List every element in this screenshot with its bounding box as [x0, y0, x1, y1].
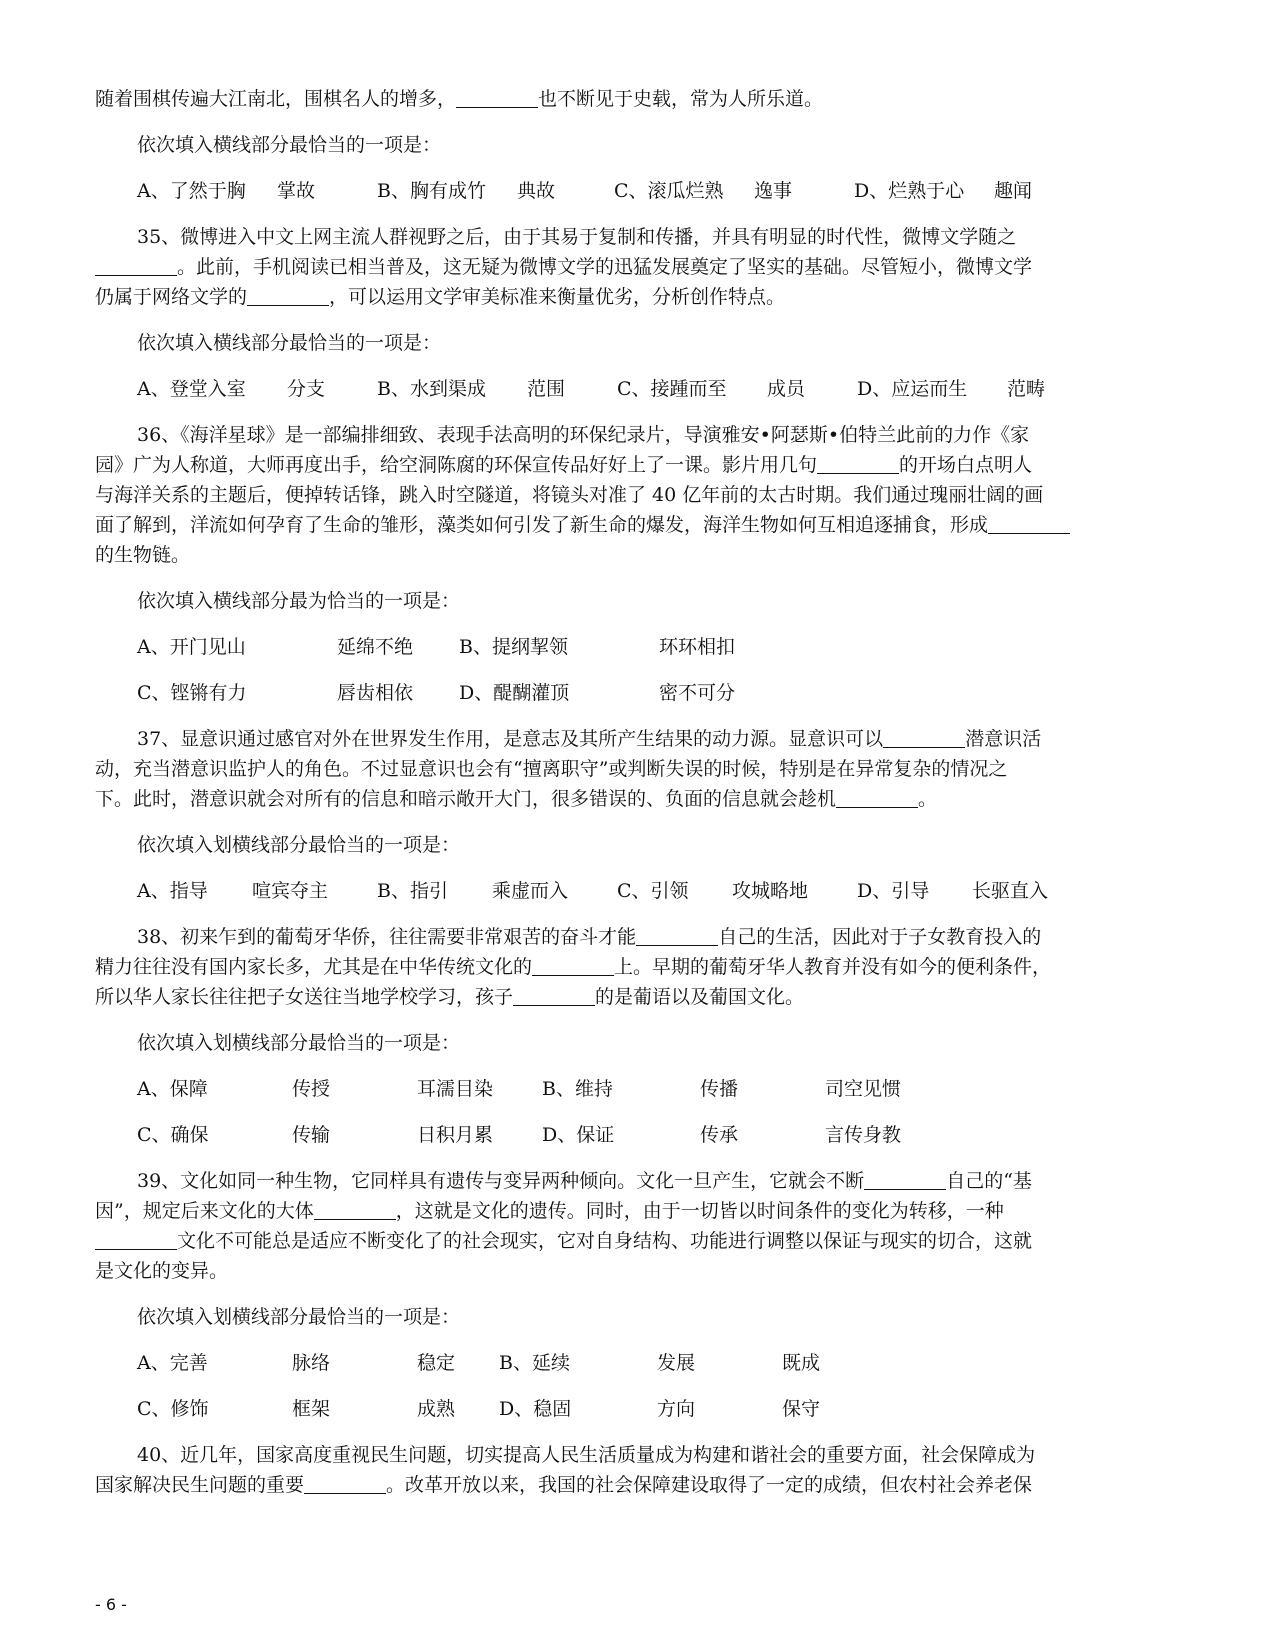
answer-blank — [636, 925, 718, 946]
option-b-3: 司空见惯 — [825, 1078, 902, 1100]
option-c-2: 攻城略地 — [732, 880, 809, 902]
answer-blank — [864, 1169, 946, 1190]
page-number: - 6 - — [95, 1595, 127, 1614]
option-d-3: 保守 — [782, 1398, 821, 1420]
answer-blank — [456, 87, 538, 108]
option-d-2: 趣闻 — [994, 180, 1033, 202]
option-a: A、保障 — [137, 1078, 208, 1100]
option-c: C、滚瓜烂熟 — [614, 180, 724, 202]
option-c: C、修饰 — [137, 1398, 209, 1420]
option-a-2: 脉络 — [292, 1352, 331, 1374]
option-d: D、稳固 — [499, 1398, 572, 1420]
option-d-2: 密不可分 — [659, 682, 736, 704]
question-38-options-row-2 — [95, 1120, 1175, 1150]
option-c: C、铿锵有力 — [137, 682, 247, 704]
option-a-2: 喧宾夺主 — [252, 880, 329, 902]
option-a-2: 传授 — [292, 1078, 331, 1100]
option-d-2: 方向 — [657, 1398, 696, 1420]
exam-page — [95, 84, 1175, 1500]
option-c-2: 唇齿相依 — [337, 682, 414, 704]
question-36-options-row-2 — [95, 678, 1175, 708]
option-b-2: 环环相扣 — [659, 636, 736, 658]
option-c-2: 传输 — [292, 1124, 331, 1146]
question-34-prompt: 依次填入横线部分最恰当的一项是： — [137, 134, 442, 156]
option-a: A、指导 — [137, 880, 208, 902]
option-d: D、醍醐灌顶 — [459, 682, 570, 704]
option-d-2: 传承 — [700, 1124, 739, 1146]
option-c-2: 逸事 — [754, 180, 793, 202]
question-35-prompt: 依次填入横线部分最恰当的一项是： — [137, 332, 442, 354]
question-36-stem: 36、《海洋星球》是一部编排细致、表现手法高明的环保纪录片，导演雅安•阿瑟斯•伯特兰此前的力作《家 园》广为人称道，大师再度出手，给空洞陈腐的环保宣传品好好上了一课。影片用几句 的开场白点明人 与海洋关系的主题后，便掉转话锋，跳入时空隧道，将镜头对准了 40 亿年前的太古时期。我们通过瑰丽壮阔的画 面了解到，洋流如何孕育了生命的雏形，藻类如何引发了新生命的爆发，海洋生物如何互相追逐捕食，形成 的生物链。 — [95, 420, 1175, 570]
option-d-3: 言传身教 — [825, 1124, 902, 1146]
option-a-2: 分支 — [287, 378, 326, 400]
option-c: C、接踵而至 — [617, 378, 727, 400]
option-d-2: 范畴 — [1007, 378, 1046, 400]
answer-blank — [532, 955, 614, 976]
option-d: D、引导 — [857, 880, 930, 902]
option-b: B、延续 — [499, 1352, 570, 1374]
question-34-stem: 随着围棋传遍大江南北，围棋名人的增多， 也不断见于史载，常为人所乐道。 — [95, 88, 824, 110]
question-38-prompt: 依次填入划横线部分最恰当的一项是： — [137, 1032, 461, 1054]
question-34-options — [95, 176, 1175, 206]
question-39-prompt: 依次填入划横线部分最恰当的一项是： — [137, 1306, 461, 1328]
option-a-3: 耳濡目染 — [417, 1078, 494, 1100]
question-39-stem: 39、文化如同一种生物，它同样具有遗传与变异两种倾向。文化一旦产生，它就会不断 自己的“基 因”，规定后来文化的大体 ，这就是文化的遗传。同时，由于一切皆以时间条件的变化为转移，一种 文化不可能总是适应不断变化了的社会现实，它对自身结构、功能进行调整以保证与现实的切合，这就 是文化的变异。 — [95, 1170, 1033, 1282]
option-a: A、开门见山 — [137, 636, 246, 658]
option-d: D、应运而生 — [857, 378, 968, 400]
option-d: D、烂熟于心 — [854, 180, 965, 202]
question-36-prompt: 依次填入横线部分最为恰当的一项是： — [137, 590, 461, 612]
question-37-options — [95, 876, 1175, 906]
option-c: C、引领 — [617, 880, 689, 902]
answer-blank — [817, 453, 899, 474]
option-b-2: 典故 — [517, 180, 556, 202]
question-35-stem: 35、微博进入中文上网主流人群视野之后，由于其易于复制和传播，并具有明显的时代性，微博文学随之 。此前，手机阅读已相当普及，这无疑为微博文学的迅猛发展奠定了坚实的基础。尽管短小，微博文学 仍属于网络文学的 ，可以运用文学审美标准来衡量优劣，分析创作特点。 — [95, 226, 1033, 308]
question-38-options-row-1 — [95, 1074, 1175, 1104]
option-a-3: 稳定 — [417, 1352, 456, 1374]
question-37-stem: 37、显意识通过感官对外在世界发生作用，是意志及其所产生结果的动力源。显意识可以 潜意识活 动，充当潜意识监护人的角色。不过显意识也会有“擅离职守”或判断失误的时候，特别是在异常复杂的情况之 下。此时，潜意识就会对所有的信息和暗示敞开大门，很多错误的、负面的信息就会趁机 。 — [95, 728, 1042, 810]
question-38-stem: 38、初来乍到的葡萄牙华侨，往往需要非常艰苦的奋斗才能 自己的生活，因此对于子女教育投入的 精力往往没有国内家长多，尤其是在中华传统文化的 上。早期的葡萄牙华人教育并没有如今的便利条件， 所以华人家长往往把子女送往当地学校学习，孩子 的是葡语以及葡国文化。 — [95, 926, 1052, 1008]
option-b: B、提纲挈领 — [459, 636, 568, 658]
option-d: D、保证 — [542, 1124, 615, 1146]
option-b-2: 传播 — [700, 1078, 739, 1100]
option-b-2: 范围 — [527, 378, 566, 400]
question-35-options — [95, 374, 1175, 404]
option-b-3: 既成 — [782, 1352, 821, 1374]
answer-blank — [304, 1473, 386, 1494]
question-36-options-row-1 — [95, 632, 1175, 662]
option-d-2: 长驱直入 — [972, 880, 1049, 902]
question-39-options-row-1 — [95, 1348, 1175, 1378]
option-a-2: 延绵不绝 — [337, 636, 414, 658]
option-b-2: 乘虚而入 — [492, 880, 569, 902]
answer-blank — [883, 727, 965, 748]
option-c-3: 日积月累 — [417, 1124, 494, 1146]
option-a: A、登堂入室 — [137, 378, 246, 400]
option-c: C、确保 — [137, 1124, 209, 1146]
answer-blank — [836, 787, 918, 808]
option-b: B、维持 — [542, 1078, 613, 1100]
answer-blank — [988, 513, 1070, 534]
option-a: A、了然于胸 — [137, 180, 246, 202]
option-b: B、水到渠成 — [377, 378, 486, 400]
option-b: B、胸有成竹 — [377, 180, 486, 202]
answer-blank — [314, 1199, 396, 1220]
option-c-3: 成熟 — [417, 1398, 456, 1420]
answer-blank — [513, 985, 595, 1006]
answer-blank — [95, 1229, 177, 1250]
question-37-prompt: 依次填入划横线部分最恰当的一项是： — [137, 834, 461, 856]
answer-blank — [95, 255, 177, 276]
question-40-stem: 40、近几年，国家高度重视民生问题，切实提高人民生活质量成为构建和谐社会的重要方面，社会保障成为 国家解决民生问题的重要 。改革开放以来，我国的社会保障建设取得了一定的成绩，但农村社会养老保 — [95, 1444, 1036, 1496]
answer-blank — [247, 285, 329, 306]
option-b-2: 发展 — [657, 1352, 696, 1374]
option-a-2: 掌故 — [277, 180, 316, 202]
option-c-2: 成员 — [767, 378, 806, 400]
option-c-2: 框架 — [292, 1398, 331, 1420]
option-a: A、完善 — [137, 1352, 208, 1374]
question-39-options-row-2 — [95, 1394, 1175, 1424]
option-b: B、指引 — [377, 880, 448, 902]
